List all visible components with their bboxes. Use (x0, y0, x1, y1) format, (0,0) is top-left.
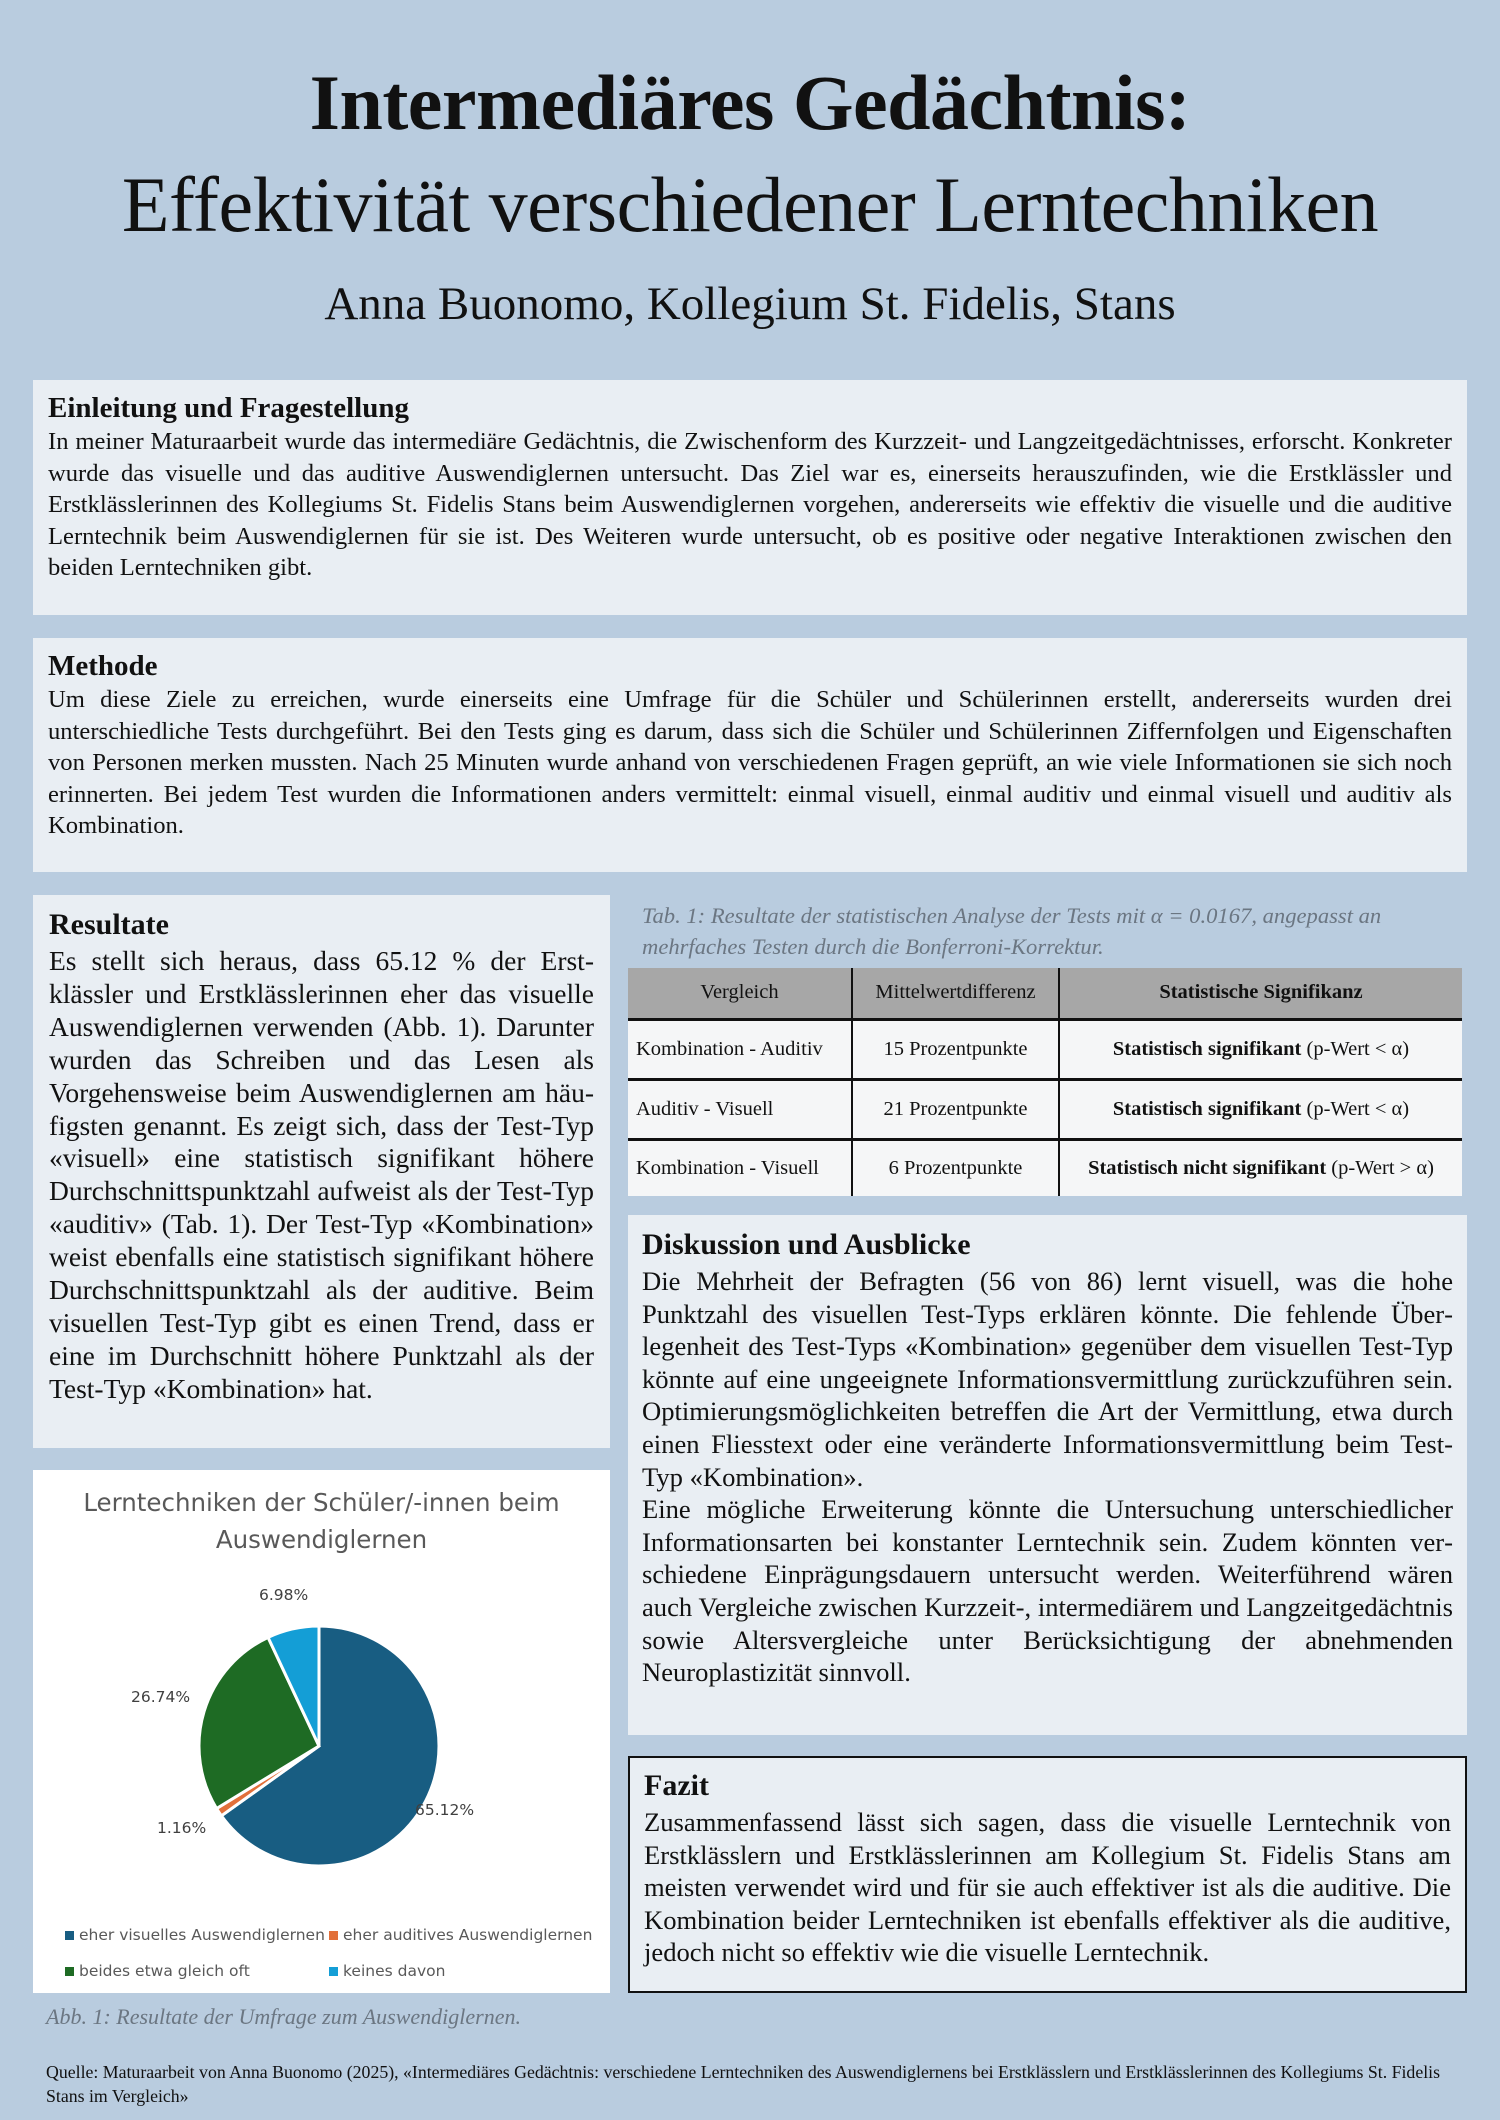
sig-rest: (p-Wert < α) (1301, 1097, 1410, 1120)
table-header-vergleich: Vergleich (628, 968, 852, 1019)
legend-item-beides (65, 1962, 250, 1980)
pie-chart (33, 1470, 610, 1993)
figure-caption: Abb. 1: Resultate der Umfrage zum Auswendiglernen. (46, 2004, 521, 2029)
cell-signifikanz (1059, 1079, 1462, 1139)
intro-section (33, 380, 1467, 615)
methode-heading: Methode (48, 650, 158, 682)
table-header-signifikanz: Statistische Signifikanz (1059, 968, 1462, 1019)
author-line: Anna Buonomo, Kollegium St. Fidelis, Stans (324, 278, 1176, 330)
pie-label-auditiv: 1.16% (157, 1819, 207, 1837)
diskussion-text-2: Eine mögliche Erweiterung könnte die Untersuchung unterschiedlicher Informationsarten bei konstanter Lerntechnik sein. Zudem könnten verschiedene Einprägungsdauern untersucht werden. Weiterführend wären auch Vergleiche zwischen Kurzzeit-, intermediärem und Langzeitgedächtnis sowie Altersvergleiche unter Berücksichtigung der abnehmenden Neuroplastizität sinnvoll. (642, 1494, 1453, 1688)
diskussion-section (628, 1215, 1467, 1735)
source-citation: Quelle: Maturaarbeit von Anna Buonomo (2025), «Intermediäres Gedächtnis: verschiedene Lerntechniken des Auswendiglernens bei Erstklässlern und Erstklässlerinnen des Kollegiums St. Fidelis Stans im Vergleich» (46, 2062, 1441, 2106)
legend-item-visuell (65, 1926, 325, 1944)
diskussion-text-1: Die Mehrheit der Befragten (56 von 86) lernt visuell, was die hohe Punktzahl des visuellen Test-Typs erklären könnte. Die fehlende Überlegenheit des Test-Typs «Kombination» gegenüber dem visuellen Test-Typ könnte auf eine ungeeignete Informationsvermittlung zurückzuführen sein. Optimierungsmöglichkeiten betreffen die Art der Vermittlung, etwa durch einen Fliesstext oder eine veränderte Informationsvermittlung beim Test-Typ «Kombination». (642, 1266, 1453, 1492)
legend-swatch-icon (65, 1931, 74, 1940)
cell-differenz: 21 Prozentpunkte (852, 1079, 1059, 1139)
table-row (628, 1079, 1462, 1139)
diskussion-heading: Diskussion und Ausblicke (642, 1228, 971, 1261)
resultate-section (33, 895, 610, 1448)
methode-section (33, 638, 1467, 872)
intro-text: In meiner Maturaarbeit wurde das intermediäre Gedächtnis, die Zwischenform des Kurzzeit- und Langzeitgedächtnisses, erforscht. Konkreter wurde das visuelle und das auditive Auswendiglernen untersucht. Das Ziel war es, einerseits herauszufinden, wie die Erstklässler und Erstklässlerinnen des Kollegiums St. Fidelis Stans beim Auswendiglernen vorgehen, andererseits wie effektiv die visuelle und die auditive Lerntechnik beim Auswendiglernen für sie ist. Des Weiteren wurde untersucht, ob es positive oder negative Interaktionen zwischen den beiden Lerntechniken gibt. (48, 428, 1452, 581)
table-header-row (628, 968, 1462, 1019)
sig-rest: (p-Wert < α) (1301, 1037, 1410, 1060)
legend-label: keines davon (343, 1962, 446, 1980)
legend-swatch-icon (65, 1967, 74, 1976)
cell-signifikanz (1059, 1139, 1462, 1196)
table-header-differenz: Mittelwertdifferenz (852, 968, 1059, 1019)
fazit-section (628, 1756, 1467, 1993)
poster-title: Intermediäres Gedächtnis: (309, 59, 1191, 146)
pie-slices (199, 1626, 439, 1866)
sig-bold: Statistisch nicht signifikant (1088, 1156, 1327, 1179)
cell-vergleich: Kombination - Visuell (628, 1139, 852, 1196)
legend-label: beides etwa gleich oft (79, 1962, 250, 1980)
table-caption: Tab. 1: Resultate der statistischen Analyse der Tests mit α = 0.0167, angepasst an mehrfaches Testen durch die Bonferroni-Korrektur. (642, 903, 1382, 959)
methode-text: Um diese Ziele zu erreichen, wurde einerseits eine Umfrage für die Schüler und Schülerinnen erstellt, andererseits wurden drei unterschiedliche Tests durchgeführt. Bei den Tests ging es darum, dass sich die Schüler und Schülerinnen Ziffernfolgen und Eigenschaften von Personen merken mussten. Nach 25 Minuten wurde anhand von verschiedenen Fragen geprüft, an wie viele Informationen sie sich noch erinnerten. Bei jedem Test wurden die Informationen anders vermittelt: einmal visuell, einmal auditiv und einmal visuell und auditiv als Kombination. (48, 686, 1452, 839)
statistics-table (628, 968, 1462, 1196)
legend-swatch-icon (329, 1967, 338, 1976)
cell-differenz: 15 Prozentpunkte (852, 1019, 1059, 1079)
cell-vergleich: Auditiv - Visuell (628, 1079, 852, 1139)
poster-subtitle: Effektivität verschiedener Lerntechniken (121, 161, 1379, 248)
legend-item-auditiv (329, 1926, 592, 1944)
pie-label-keines: 6.98% (259, 1586, 309, 1604)
legend-label: eher auditives Auswendiglernen (343, 1926, 593, 1944)
cell-signifikanz (1059, 1019, 1462, 1079)
resultate-heading: Resultate (49, 908, 169, 941)
pie-label-visuell: 65.12% (415, 1801, 475, 1819)
fazit-text: Zusammenfassend lässt sich sagen, dass die visuelle Lerntechnik von Erstklässlern und Erstklässlerinnen am Kollegium St. Fidelis Stans am meisten verwendet wird und für sie auch effektiver ist als die auditive. Die Kombination beider Lerntechniken ist ebenfalls effektiver als die auditive, jedoch nicht so effektiv wie die visuelle Lerntechnik. (644, 1807, 1451, 1968)
table-row (628, 1139, 1462, 1196)
pie-label-beides: 26.74% (131, 1688, 191, 1706)
cell-differenz: 6 Prozentpunkte (852, 1139, 1059, 1196)
pie-chart-figure (33, 1470, 610, 1993)
resultate-text: Es stellt sich heraus, dass 65.12 % der Erstklässler und Erstklässlerinnen eher das visuelle Auswendiglernen verwenden (Abb. 1). Darunter wurden das Schreiben und das Lesen als Vorgehensweise beim Auswendiglernen am häufigsten genannt. Es zeigt sich, dass der Test-Typ «visuell» eine statistisch signifikant höhere Durchschnittspunktzahl aufweist als der Test-Typ «auditiv» (Tab. 1). Der Test-Typ «Kombination» weist ebenfalls eine statistisch signifikant höhere Durchschnittspunktzahl als der auditive. Beim visuellen Test-Typ gibt es einen Trend, dass er eine im Durchschnitt höhere Punktzahl als der Test-Typ «Kombination» hat. (49, 945, 594, 1404)
sig-bold: Statistisch signifikant (1112, 1037, 1302, 1060)
intro-heading: Einleitung und Fragestellung (48, 392, 409, 424)
table-row (628, 1019, 1462, 1079)
sig-rest: (p-Wert > α) (1326, 1156, 1434, 1179)
chart-title-line2: Auswendiglernen (215, 1525, 428, 1554)
sig-bold: Statistisch signifikant (1112, 1097, 1302, 1120)
fazit-heading: Fazit (644, 1769, 709, 1802)
legend-label: eher visuelles Auswendiglernen (79, 1926, 325, 1944)
chart-title-line1: Lerntechniken der Schüler/-innen beim (83, 1488, 560, 1517)
cell-vergleich: Kombination - Auditiv (628, 1019, 852, 1079)
legend-item-keines (329, 1962, 445, 1980)
legend-swatch-icon (329, 1931, 338, 1940)
